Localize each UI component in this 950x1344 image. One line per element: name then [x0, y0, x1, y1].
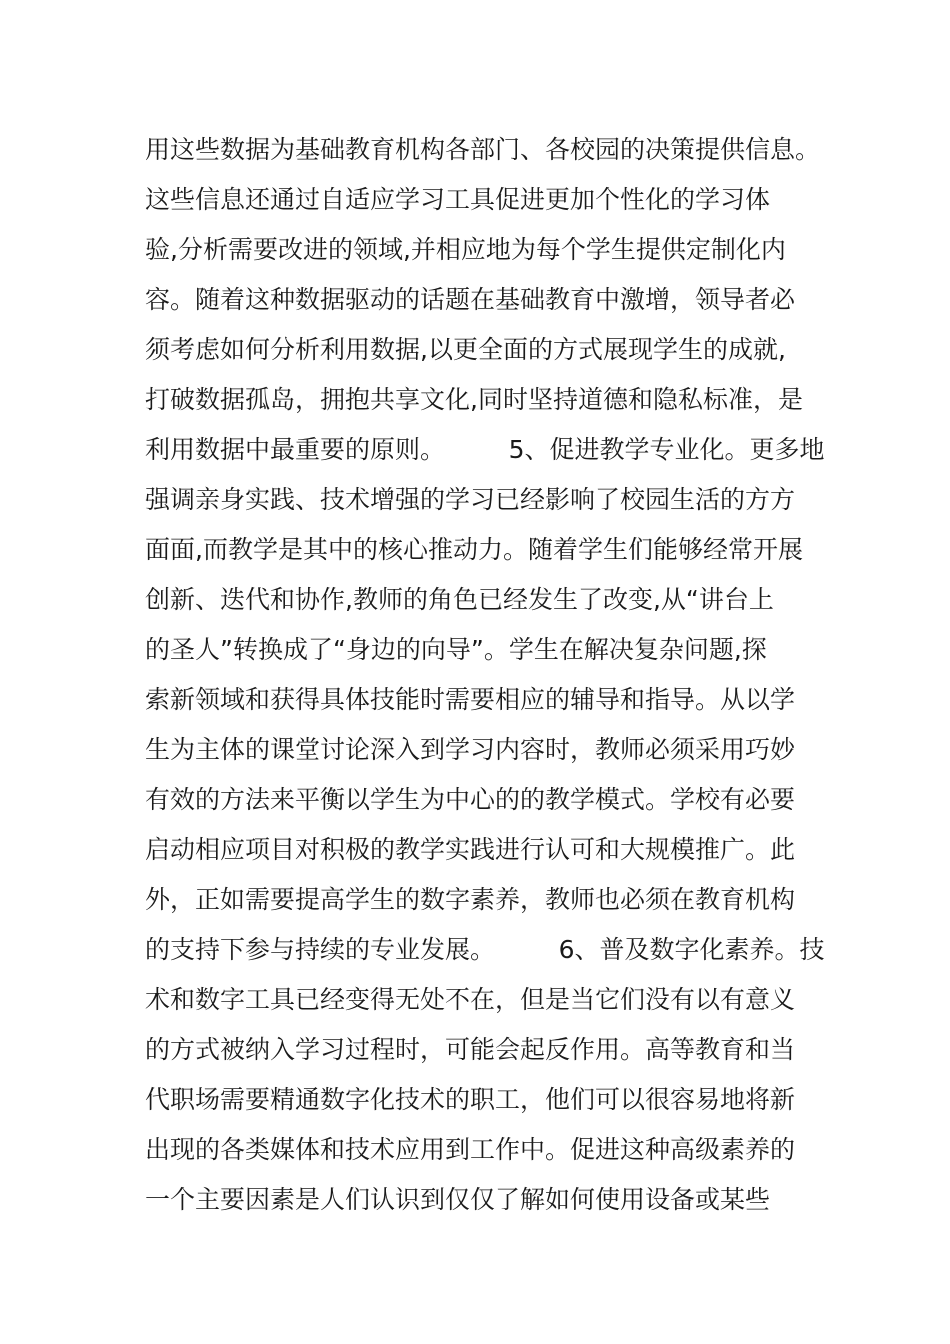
text-line: 的支持下参与持续的专业发展。 6、普及数字化素养。技	[145, 935, 825, 964]
text-line: 索新领域和获得具体技能时需要相应的辅导和指导。从以学	[145, 685, 796, 714]
text-line: 出现的各类媒体和技术应用到工作中。促进这种高级素养的	[145, 1135, 796, 1164]
text-line: 生为主体的课堂讨论深入到学习内容时，教师必须采用巧妙	[145, 735, 796, 764]
text-line: 有效的方法来平衡以学生为中心的的教学模式。学校有必要	[145, 785, 796, 814]
text-line: 外，正如需要提高学生的数字素养，教师也必须在教育机构	[145, 885, 796, 914]
text-line: 术和数字工具已经变得无处不在，但是当它们没有以有意义	[145, 985, 796, 1014]
text-line: 容。随着这种数据驱动的话题在基础教育中激增，领导者必	[145, 285, 796, 314]
text-line: 打破数据孤岛，拥抱共享文化,同时坚持道德和隐私标准，是	[145, 385, 803, 414]
body-text	[145, 125, 825, 1225]
text-line: 强调亲身实践、技术增强的学习已经影响了校园生活的方方	[145, 485, 796, 514]
text-line: 的方式被纳入学习过程时，可能会起反作用。高等教育和当	[145, 1035, 796, 1064]
text-line: 用这些数据为基础教育机构各部门、各校园的决策提供信息。	[145, 135, 821, 164]
text-line: 验,分析需要改进的领域,并相应地为每个学生提供定制化内	[145, 235, 786, 264]
text-line: 创新、迭代和协作,教师的角色已经发生了改变,从“讲台上	[145, 585, 774, 614]
text-line: 一个主要因素是人们认识到仅仅了解如何使用设备或某些	[145, 1185, 771, 1214]
text-line: 的圣人”转换成了“身边的向导”。学生在解决复杂问题,探	[145, 635, 767, 664]
text-line: 启动相应项目对积极的教学实践进行认可和大规模推广。此	[145, 835, 796, 864]
text-line: 利用数据中最重要的原则。 5、促进教学专业化。更多地	[145, 435, 825, 464]
text-line: 这些信息还通过自适应学习工具促进更加个性化的学习体	[145, 185, 771, 214]
text-line: 须考虑如何分析利用数据,以更全面的方式展现学生的成就,	[145, 335, 786, 364]
text-line: 代职场需要精通数字化技术的职工，他们可以很容易地将新	[145, 1085, 796, 1114]
text-line: 面面,而教学是其中的核心推动力。随着学生们能够经常开展	[145, 535, 803, 564]
